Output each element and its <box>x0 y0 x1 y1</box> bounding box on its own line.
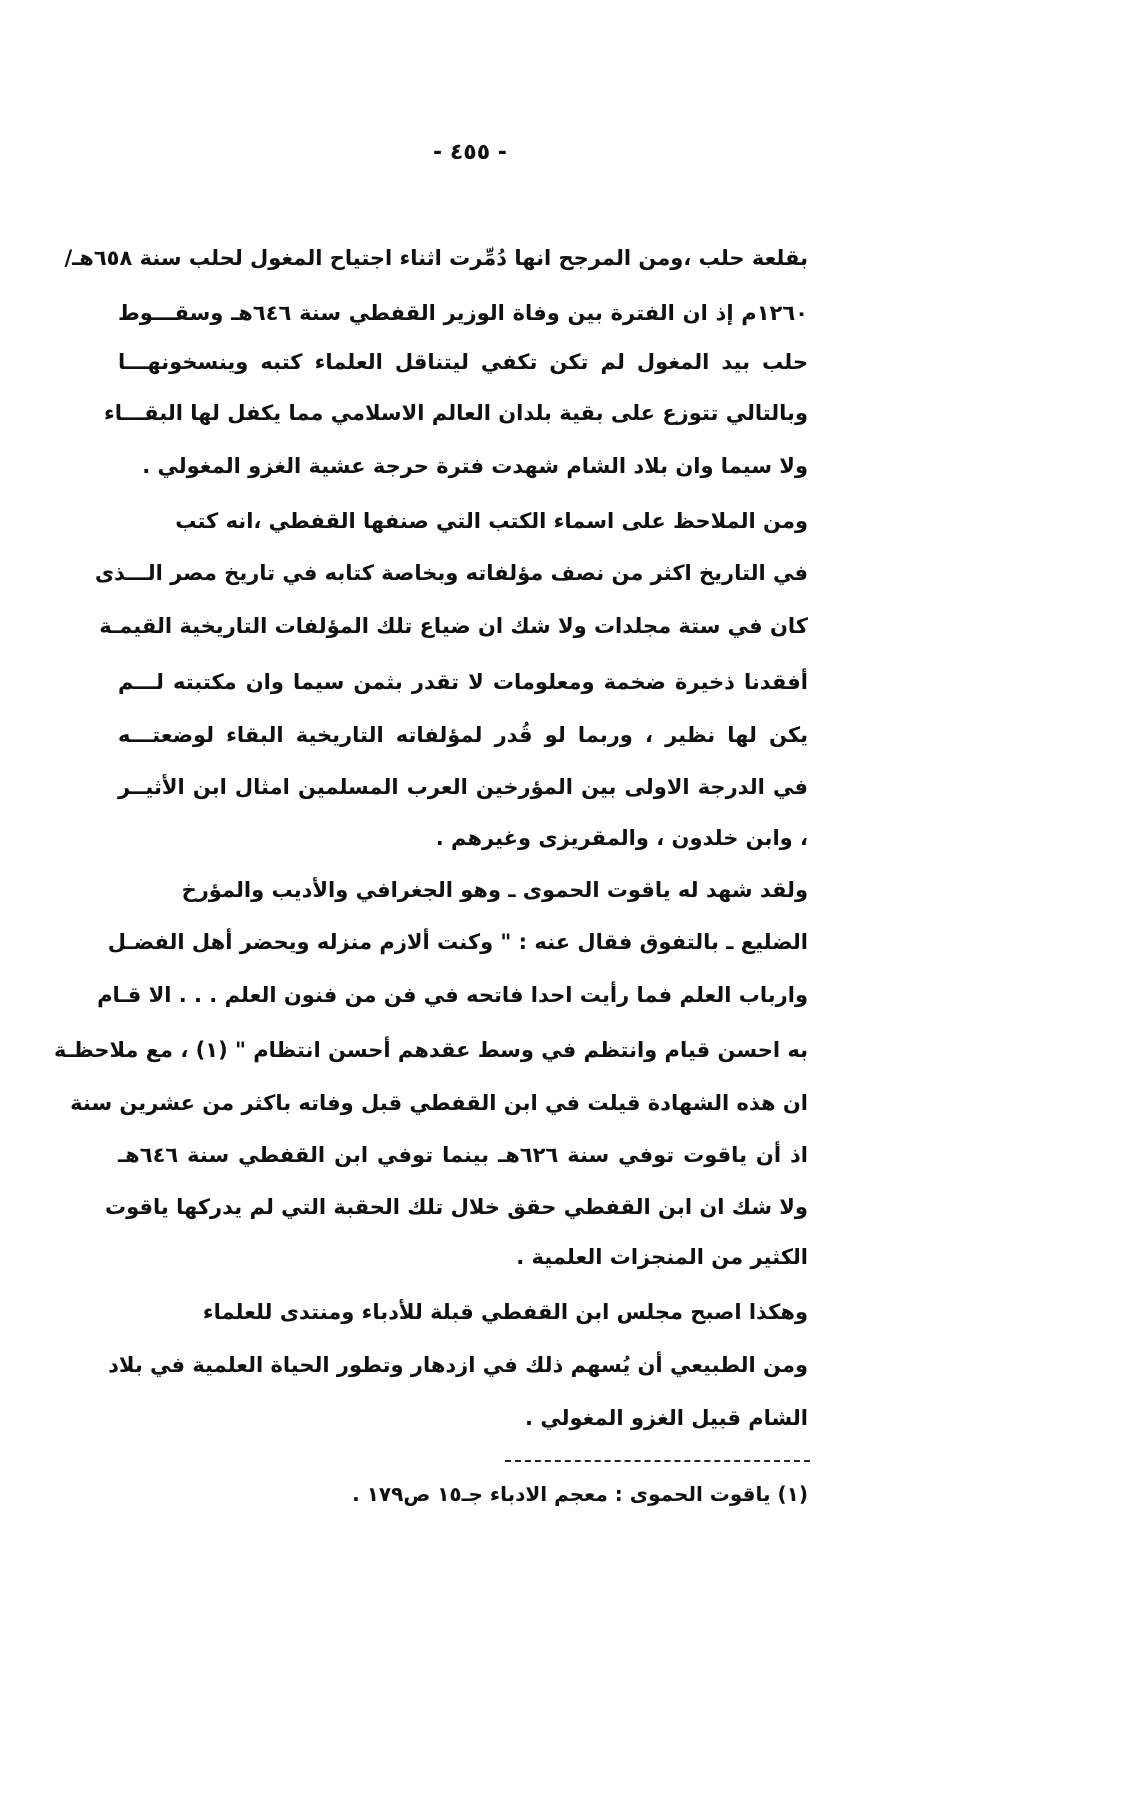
text-line: كان في ستة مجلدات ولا شك ان ضياع تلك المؤلفات التاريخية القيمـة <box>99 614 808 638</box>
text-line: ولقد شهد له ياقوت الحموى ـ وهو الجغرافي والأديب والمؤرخ <box>181 878 808 902</box>
text-line: اذ أن ياقوت توفي سنة ٦٢٦هـ بينما توفي ابن القفطي سنة ٦٤٦هـ <box>118 1143 808 1167</box>
text-line: ان هذه الشهادة قيلت في ابن القفطي قبل وفاته باكثر من عشرين سنة <box>70 1091 808 1115</box>
text-line: الضليع ـ بالتفوق فقال عنه : " وكنت ألازم منزله ويحضر أهل الفضـل <box>107 930 808 954</box>
text-line: ولا شك ان ابن القفطي حقق خلال تلك الحقبة التي لم يدركها ياقوت <box>105 1195 808 1219</box>
text-line: وارباب العلم فما رأيت احدا فاتحه في فن من فنون العلم . . . الا قـام <box>97 983 808 1007</box>
footnote-divider <box>505 1460 810 1462</box>
text-line: ومن الملاحظ على اسماء الكتب التي صنفها القفطي ،انه كتب <box>175 509 808 533</box>
footnote: (١) ياقوت الحموى : معجم الادباء جـ١٥ ص١٧٩ . <box>352 1482 808 1506</box>
text-line: يكن لها نظير ، وربما لو قُدر لمؤلفاته التاريخية البقاء لوضعتـــه <box>118 723 808 747</box>
page-number: - ٤٥٥ - <box>433 140 507 165</box>
text-line: ومن الطبيعي أن يُسهم ذلك في ازدهار وتطور الحياة العلمية في بلاد <box>108 1353 808 1377</box>
text-line: في الدرجة الاولى بين المؤرخين العرب المسلمين امثال ابن الأثيــر <box>118 775 808 799</box>
text-line: أفقدنا ذخيرة ضخمة ومعلومات لا تقدر بثمن سيما وان مكتبته لـــم <box>118 670 808 694</box>
text-line: ، وابن خلدون ، والمقريزى وغيرهم . <box>435 826 808 850</box>
text-line: في التاريخ اكثر من نصف مؤلفاته وبخاصة كتابه في تاريخ مصر الـــذى <box>94 561 808 585</box>
text-line: الشام قبيل الغزو المغولي . <box>525 1406 808 1430</box>
text-line: ١٢٦٠م إذ ان الفترة بين وفاة الوزير القفطي سنة ٦٤٦هـ وسقـــوط <box>118 301 808 325</box>
text-line: حلب بيد المغول لم تكن تكفي ليتناقل العلماء كتبه وينسخونهـــا <box>118 350 808 374</box>
text-line: وهكذا اصبح مجلس ابن القفطي قبلة للأدباء ومنتدى للعلماء <box>202 1300 808 1324</box>
text-line: بقلعة حلب ،ومن المرجح انها دُمِّرت اثناء اجتياح المغول لحلب سنة ٦٥٨هـ/ <box>64 246 808 270</box>
text-line: به احسن قيام وانتظم في وسط عقدهم أحسن انتظام " (١) ، مع ملاحظـة <box>53 1038 808 1062</box>
text-line: ولا سيما وان بلاد الشام شهدت فترة حرجة عشية الغزو المغولي . <box>142 454 808 478</box>
text-line: وبالتالي تتوزع على بقية بلدان العالم الاسلامي مما يكفل لها البقـــاء <box>104 401 808 425</box>
text-line: الكثير من المنجزات العلمية . <box>516 1245 808 1269</box>
